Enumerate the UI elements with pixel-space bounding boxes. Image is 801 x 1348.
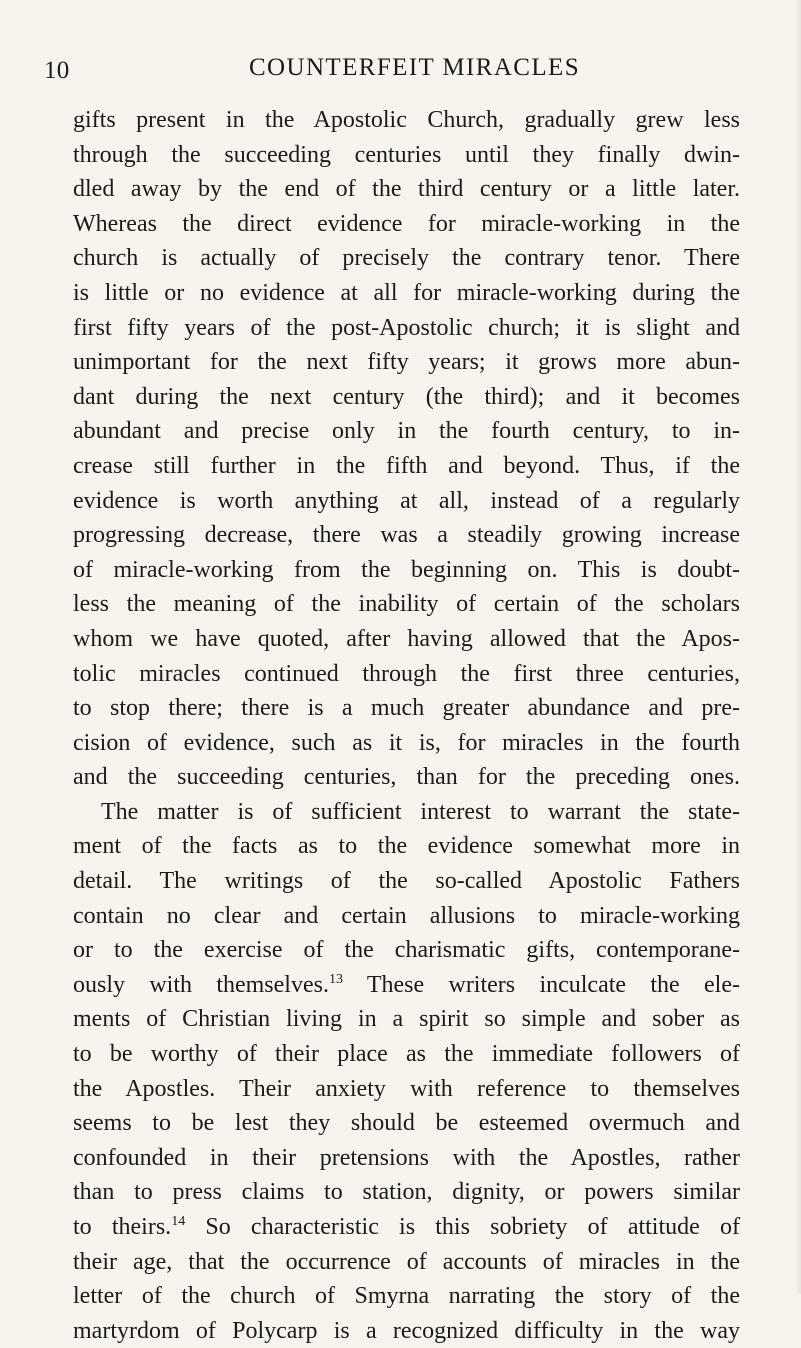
text-line: of miracle-working from the beginning on. This is doubt- bbox=[73, 556, 740, 583]
text-line: dant during the next century (the third); and it becomes bbox=[73, 383, 740, 410]
text-fragment: to theirs. bbox=[73, 1214, 172, 1240]
footnote-ref-13: 13 bbox=[328, 971, 343, 987]
paragraph-start-line: The matter is of sufficient interest to warrant the state- bbox=[101, 798, 740, 825]
text-line: cision of evidence, such as it is, for miracles in the fourth bbox=[73, 729, 740, 756]
text-line: ment of the facts as to the evidence somewhat more in bbox=[73, 833, 740, 860]
text-line: progressing decrease, there was a steadily growing increase bbox=[73, 522, 740, 549]
text-line: their age, that the occurrence of accounts of miracles in the bbox=[73, 1248, 740, 1275]
text-line: dled away by the end of the third century or a little later. bbox=[73, 176, 740, 203]
text-line: is little or no evidence at all for miracle-working during the bbox=[73, 279, 740, 306]
text-line: martyrdom of Polycarp is a recognized difficulty in the way bbox=[73, 1317, 740, 1344]
text-line: through the succeeding centuries until they finally dwin- bbox=[73, 141, 740, 168]
text-line: ments of Christian living in a spirit so simple and sober as bbox=[73, 1006, 740, 1033]
text-line: the Apostles. Their anxiety with reference to themselves bbox=[73, 1075, 740, 1102]
page-edge-shadow bbox=[796, 0, 801, 1294]
text-line: first fifty years of the post-Apostolic church; it is slight and bbox=[73, 314, 740, 341]
text-fragment: So characteristic is this sobriety of attitude of bbox=[205, 1214, 740, 1240]
footnote-ref-14: 14 bbox=[171, 1214, 186, 1229]
text-line: evidence is worth anything at all, instead of a regularly bbox=[73, 487, 740, 514]
text-line: or to the exercise of the charismatic gifts, contemporane- bbox=[73, 937, 740, 964]
text-line: unimportant for the next fifty years; it grows more abun- bbox=[73, 349, 740, 376]
text-line: whom we have quoted, after having allowed that the Apos- bbox=[73, 625, 740, 652]
text-line: abundant and precise only in the fourth century, to in- bbox=[73, 418, 740, 445]
text-line: detail. The writings of the so-called Apostolic Fathers bbox=[73, 868, 740, 895]
text-fragment: ously with themselves. bbox=[73, 971, 329, 998]
text-line: tolic miracles continued through the first three centuries, bbox=[73, 660, 740, 687]
text-line: letter of the church of Smyrna narrating the story of the bbox=[73, 1283, 740, 1310]
text-line: seems to be lest they should be esteemed overmuch and bbox=[73, 1110, 740, 1137]
text-line: Whereas the direct evidence for miracle-working in the bbox=[73, 210, 740, 237]
text-line: confounded in their pretensions with the Apostles, rather bbox=[73, 1144, 740, 1171]
text-line: gifts present in the Apostolic Church, gradually grew less bbox=[73, 107, 740, 133]
text-line: less the meaning of the inability of certain of the scholars bbox=[73, 591, 740, 618]
text-line: to stop there; there is a much greater abundance and pre- bbox=[73, 695, 740, 722]
body-text bbox=[73, 103, 740, 1348]
text-line: to be worthy of their place as the immediate followers of bbox=[73, 1041, 740, 1068]
text-line-with-footnote bbox=[73, 1210, 740, 1245]
text-line: contain no clear and certain allusions to miracle-working bbox=[73, 902, 740, 929]
text-line: crease still further in the fifth and beyond. Thus, if the bbox=[73, 452, 740, 479]
running-head: COUNTERFEIT MIRACLES bbox=[248, 54, 581, 81]
page-number: 10 bbox=[44, 57, 70, 84]
text-line-with-footnote bbox=[73, 968, 740, 1003]
text-line: and the succeeding centuries, than for the preceding ones. bbox=[73, 764, 740, 791]
text-fragment: These writers inculcate the ele- bbox=[366, 971, 740, 998]
text-line: than to press claims to station, dignity, or powers similar bbox=[73, 1179, 740, 1206]
text-line: church is actually of precisely the contrary tenor. There bbox=[73, 245, 740, 272]
